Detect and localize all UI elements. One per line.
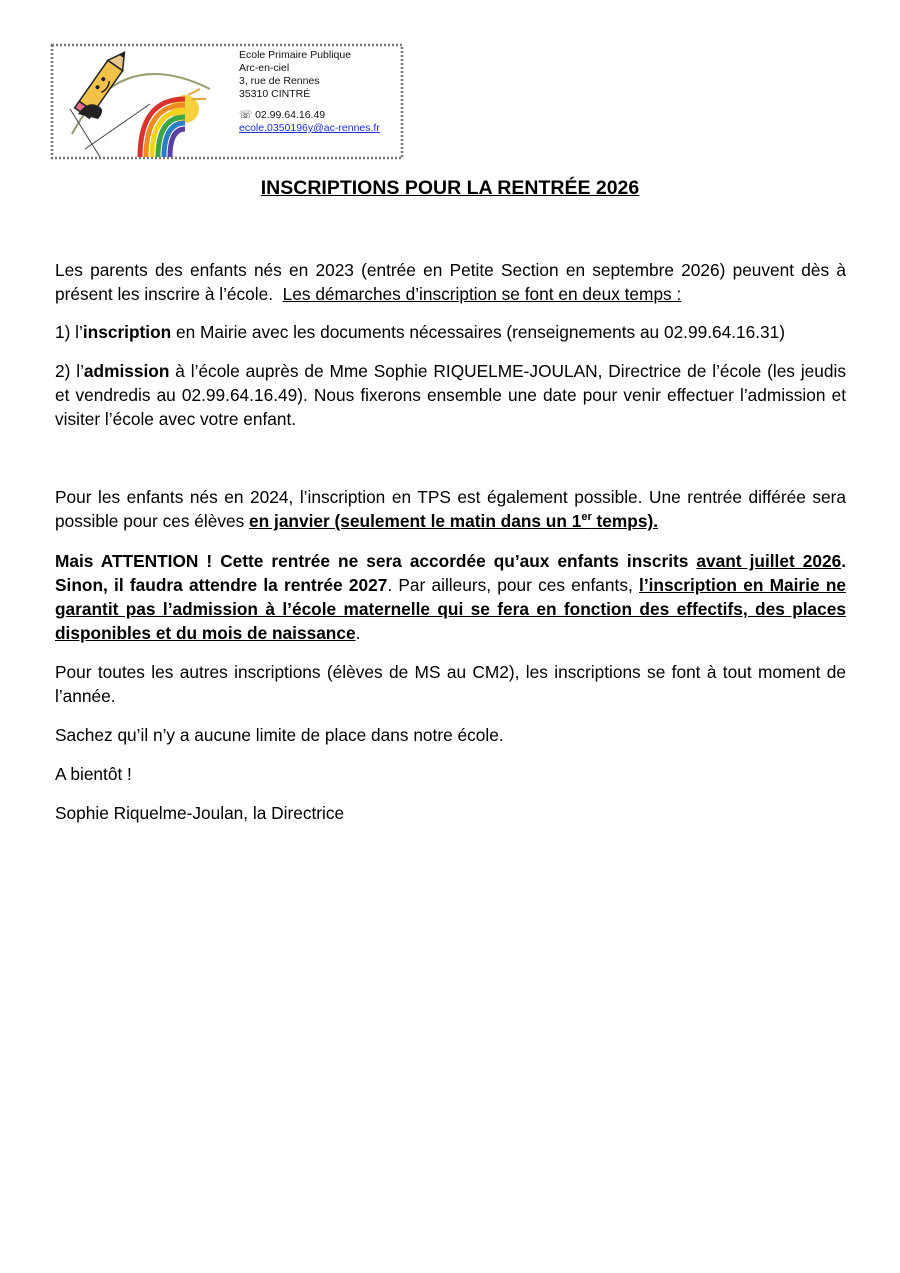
no-limit-text: Sachez qu’il n’y a aucune limite de place dans notre école.: [55, 725, 504, 745]
school-email-link[interactable]: ecole.0350196y@ac-rennes.fr: [239, 122, 380, 134]
school-city: 35310 CINTRÉ: [239, 88, 311, 100]
intro-steps-heading: Les démarches d’inscription se font en deux temps :: [282, 284, 682, 304]
tps-january-end: temps).: [591, 511, 659, 531]
rainbow-pencil-logo: [60, 49, 230, 157]
step-2-bold: admission: [83, 361, 170, 381]
step-1: [55, 320, 846, 344]
closing-paragraph: [55, 762, 846, 786]
closing-text: A bientôt !: [55, 764, 132, 784]
signature-text: Sophie Riquelme-Joulan, la Directrice: [55, 803, 345, 823]
attention-plain: . Par ailleurs, pour ces enfants,: [387, 575, 640, 595]
attention-paragraph: [55, 549, 846, 645]
school-phone-line: [239, 109, 380, 122]
letterhead: [50, 43, 404, 160]
attention-deadline: avant juillet 2026: [696, 551, 842, 571]
attention-text-2: . Sinon, il faudra attendre la rentrée 2027: [55, 551, 846, 595]
intro-text: Les parents des enfants nés en 2023 (entrée en Petite Section en septembre 2026) peuvent dès à présent les inscrire à l’école.: [55, 260, 846, 304]
page-title: INSCRIPTIONS POUR LA RENTRÉE 2026: [260, 177, 640, 199]
step-1-prefix: 1) l’: [55, 322, 83, 342]
attention-warning: l’inscription en Mairie ne garantit pas l’admission à l’école maternelle qui se fera en fonction des effectifs, des places disponibles et du mois de naissance: [55, 575, 846, 643]
others-text: Pour toutes les autres inscriptions (élèves de MS au CM2), les inscriptions se font à tout moment de l’année.: [55, 662, 846, 706]
step-1-text: en Mairie avec les documents nécessaires (renseignements au 02.99.64.16.31): [171, 322, 786, 342]
school-name: Ecole Primaire Publique: [239, 49, 352, 61]
tps-text: Pour les enfants nés en 2024, l’inscription en TPS est également possible. Une rentrée différée sera possible pour ces élèves: [55, 487, 846, 531]
attention-end: .: [355, 623, 361, 643]
tps-january-text: en janvier (seulement le matin dans un 1: [249, 511, 582, 531]
step-2: [55, 359, 846, 431]
others-paragraph: [55, 660, 846, 708]
school-subname: Arc-en-ciel: [239, 62, 290, 74]
intro-paragraph: [55, 258, 846, 306]
school-street: 3, rue de Rennes: [239, 75, 320, 87]
tps-sup: er: [581, 511, 592, 524]
step-2-text: à l’école auprès de Mme Sophie RIQUELME-JOULAN, Directrice de l’école (les jeudis et vendredis au 02.99.64.16.49). Nous fixerons ensemble une date pour venir effectuer l’admission et visiter l’école avec votre enfant.: [55, 361, 846, 429]
step-1-bold: inscription: [82, 322, 172, 342]
attention-text-1: Mais ATTENTION ! Cette rentrée ne sera accordée qu’aux enfants inscrits: [55, 551, 697, 571]
step-2-prefix: 2) l’: [55, 361, 84, 381]
phone-icon: ☏: [239, 109, 253, 121]
no-limit-paragraph: [55, 723, 846, 747]
school-phone: 02.99.64.16.49: [255, 109, 326, 121]
signature-paragraph: [55, 801, 846, 825]
tps-paragraph: [55, 485, 846, 533]
school-address: [239, 49, 380, 135]
tps-january: [249, 511, 658, 531]
